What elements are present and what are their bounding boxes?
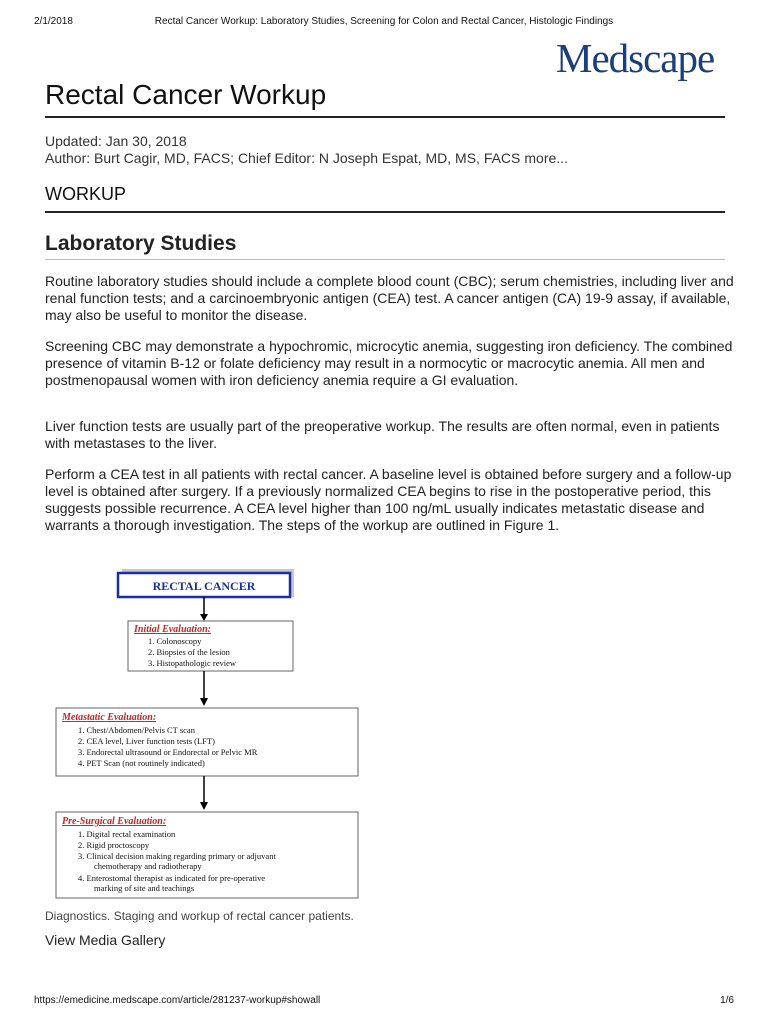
footer-url: https://emedicine.medscape.com/article/281237-workup#showall xyxy=(34,995,321,1006)
page-title: Rectal Cancer Workup xyxy=(45,79,327,110)
metastatic-item-4: 4. PET Scan (not routinely indicated) xyxy=(78,758,205,768)
rectal-cancer-label: RECTAL CANCER xyxy=(152,579,256,593)
figure-caption: Diagnostics. Staging and workup of rectal cancer patients. xyxy=(45,909,354,923)
arrow-head-1 xyxy=(200,614,208,621)
presurgical-item-1: 1. Digital rectal examination xyxy=(78,829,176,839)
more-authors-link[interactable]: more... xyxy=(524,150,568,166)
metastatic-item-1: 1. Chest/Abdomen/Pelvis CT scan xyxy=(78,725,195,735)
print-header xyxy=(34,16,734,30)
arrow-head-2 xyxy=(200,698,208,706)
presurgical-item-3: 3. Clinical decision making regarding primary or adjuvant xyxy=(78,851,276,861)
paragraph-1: Routine laboratory studies should include a complete blood count (CBC); serum chemistries, including liver and renal function tests; and a carcinoembryonic antigen (CEA) test. A cancer antigen (CA) 19-9 assay, if available, may also be useful to monitor the disease. xyxy=(45,273,734,323)
presurgical-evaluation-heading: Pre-Surgical Evaluation: xyxy=(62,816,167,827)
subsection-heading: Laboratory Studies xyxy=(45,232,237,255)
flowchart-svg xyxy=(52,566,362,906)
medscape-logo[interactable] xyxy=(556,35,715,81)
workup-flowchart[interactable] xyxy=(52,566,362,906)
print-page-title: Rectal Cancer Workup: Laboratory Studies, Screening for Colon and Rectal Cancer, Histologic Findings xyxy=(154,16,614,27)
presurgical-item-2: 2. Rigid proctoscopy xyxy=(78,840,150,850)
initial-item-2: 2. Biopsies of the lesion xyxy=(148,647,230,657)
metastatic-evaluation-heading: Metastatic Evaluation: xyxy=(62,712,157,723)
presurgical-item-4: 4. Enterostomal therapist as indicated for pre-operative xyxy=(78,873,266,883)
author-text: Author: Burt Cagir, MD, FACS; Chief Editor: N Joseph Espat, MD, MS, FACS xyxy=(45,150,521,166)
footer-page-number: 1/6 xyxy=(720,995,734,1006)
author-line xyxy=(45,150,568,167)
logo-main: Med xyxy=(556,35,629,81)
section-heading: WORKUP xyxy=(45,184,126,204)
paragraph-3: Liver function tests are usually part of the preoperative workup. The results are often normal, even in patients with metastases to the liver. xyxy=(45,418,720,451)
arrow-head-3 xyxy=(200,802,208,810)
updated-date: Updated: Jan 30, 2018 xyxy=(45,133,187,149)
print-footer xyxy=(34,995,734,1009)
logo-rest: scape xyxy=(628,35,715,81)
subsection-divider xyxy=(45,259,725,260)
view-media-gallery-link[interactable]: View Media Gallery xyxy=(45,932,166,948)
initial-item-3: 3. Histopathologic review xyxy=(148,658,237,668)
section-divider xyxy=(45,211,725,213)
presurgical-item-4-cont: marking of site and teachings xyxy=(94,883,195,893)
presurgical-item-3-cont: chemotherapy and radiotherapy xyxy=(94,861,202,871)
initial-evaluation-heading: Initial Evaluation: xyxy=(134,624,211,635)
initial-item-1: 1. Colonoscopy xyxy=(148,636,202,646)
print-date: 2/1/2018 xyxy=(34,16,73,27)
title-divider xyxy=(45,116,725,118)
metastatic-item-3: 3. Endorectal ultrasound or Endorectal or Pelvic MR xyxy=(78,747,258,757)
metastatic-item-2: 2. CEA level, Liver function tests (LFT) xyxy=(78,736,215,746)
paragraph-2: Screening CBC may demonstrate a hypochromic, microcytic anemia, suggesting iron deficiency. The combined presence of vitamin B-12 or folate deficiency may result in a normocytic or macrocytic anemia. All men and postmenopausal women with iron deficiency anemia require a GI evaluation. xyxy=(45,338,733,388)
paragraph-4: Perform a CEA test in all patients with rectal cancer. A baseline level is obtained before surgery and a follow-up level is obtained after surgery. If a previously normalized CEA begins to rise in the postoperative period, this suggests possible recurrence. A CEA level higher than 100 ng/mL usually indicates metastatic disease and warrants a thorough investigation. The steps of the workup are outlined in Figure 1. xyxy=(45,466,732,533)
